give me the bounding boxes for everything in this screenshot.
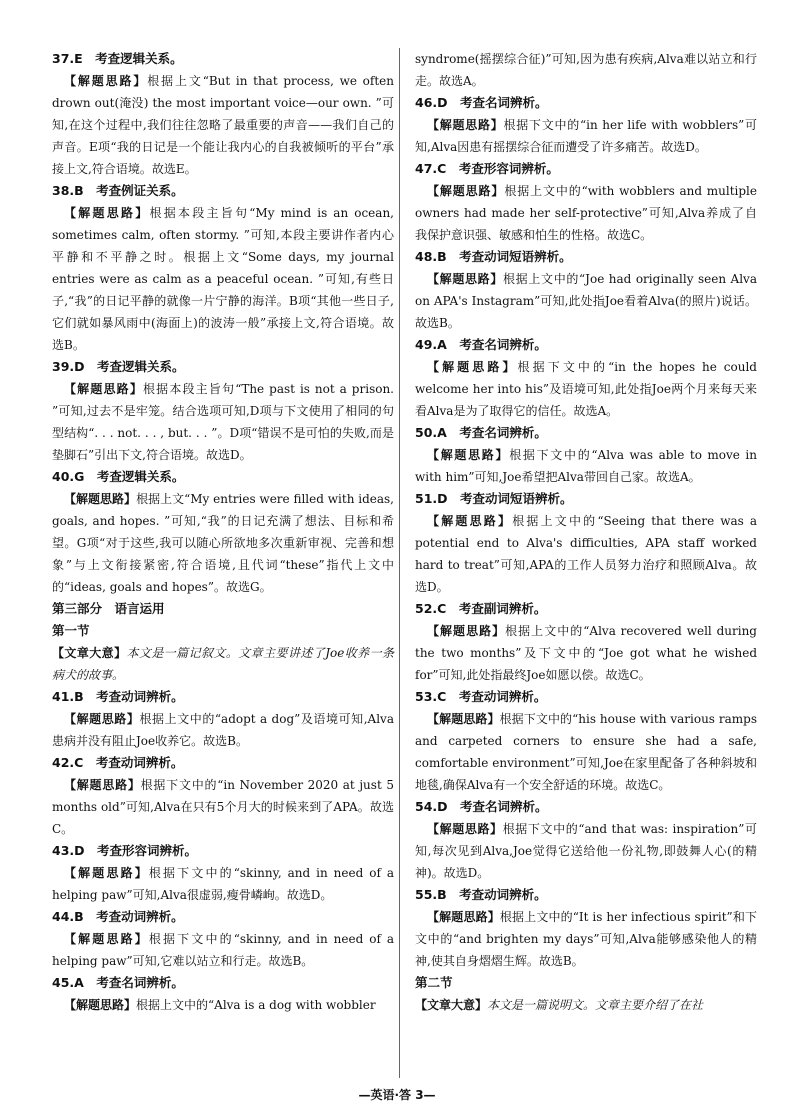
answer-54-head: 54.D 考查名词辨析。 [415, 799, 548, 814]
answer-45-explanation [52, 994, 394, 1016]
thinking-tag: 【解题思路】 [427, 910, 500, 924]
answer-45-head: 45.A 考查名词辨析。 [52, 975, 184, 990]
thinking-tag: 【解题思路】 [427, 448, 510, 462]
answer-44-text: 根据下文中的“skinny, and in need of a helping paw”可知,它难以站立和行走。故选B。 [52, 932, 394, 968]
answer-51-explanation [415, 510, 757, 598]
section-1-heading: 第一节 [52, 623, 90, 638]
answer-43-explanation [52, 862, 394, 906]
thinking-tag: 【解题思路】 [427, 118, 504, 132]
thinking-tag: 【解题思路】 [64, 712, 140, 726]
passage-summary-1 [52, 642, 394, 686]
answer-40-text: 根据上文“My entries were filled with ideas, goals, and hopes. ”可知,“我”的日记充满了想法、目标和希望。G项“对于这些,我可以随心所欲地多次重新审视、完善和想象”与上文衔接紧密,符合语境,且代词“these”指代上文中的“ideas, goals and hopes”。故选G。 [52, 492, 394, 594]
answer-41-head: 41.B 考查动词辨析。 [52, 689, 184, 704]
answer-51-head: 51.D 考查动词短语辨析。 [415, 491, 573, 506]
summary-1-text: 本文是一篇记叙文。文章主要讲述了Joe收养一条病犬的故事。 [52, 646, 394, 682]
thinking-tag: 【解题思路】 [64, 866, 149, 880]
answer-40-head: 40.G 考查逻辑关系。 [52, 469, 185, 484]
answer-43-text: 根据下文中的“skinny, and in need of a helping paw”可知,Alva很虚弱,瘦骨嶙峋。故选D。 [52, 866, 394, 902]
thinking-tag: 【解题思路】 [64, 998, 137, 1012]
thinking-tag: 【解题思路】 [427, 184, 505, 198]
answer-54-text: 根据下文中的“and that was: inspiration”可知,每次见到Alva,Joe觉得它送给他一份礼物,即鼓舞人心(的精神)。故选D。 [415, 822, 757, 880]
thinking-tag: 【解题思路】 [427, 822, 503, 836]
answer-51-text: 根据上文中的“Seeing that there was a potential end to Alva's difficulties, APA staff worked hard to treat”可知,APA的工作人员努力治疗和照顾Alva。故选D。 [415, 514, 757, 594]
answer-39-text: 根据本段主旨句“The past is not a prison. ”可知,过去不是牢笼。结合选项可知,D项与下文使用了相同的句型结构“. . . not. . . , but. . . ”。D项“错误不是可怕的失败,而是垫脚石”引出下文,符合语境。故选D。 [52, 382, 394, 462]
answer-50-text: 根据下文中的“Alva was able to move in with him”可知,Joe希望把Alva带回自己家。故选A。 [415, 448, 757, 484]
thinking-tag: 【解题思路】 [427, 514, 513, 528]
answer-39-explanation [52, 378, 394, 466]
answer-50-explanation [415, 444, 757, 488]
answer-53-head: 53.C 考查动词辨析。 [415, 689, 547, 704]
thinking-tag: 【解题思路】 [427, 624, 506, 638]
answer-49-text: 根据下文中的“in the hopes he could welcome her into his”及语境可知,此处指Joe两个月来每天来看Alva是为了取得它的信任。故选A。 [415, 360, 757, 418]
answer-42-explanation [52, 774, 394, 840]
thinking-tag: 【解题思路】 [427, 712, 500, 726]
answer-48-head: 48.B 考查动词短语辨析。 [415, 249, 572, 264]
right-column [415, 48, 757, 1016]
answer-44-head: 44.B 考查动词辨析。 [52, 909, 184, 924]
answer-52-head: 52.C 考查副词辨析。 [415, 601, 547, 616]
thinking-tag: 【解题思路】 [64, 382, 144, 396]
answer-48-explanation [415, 268, 757, 334]
answer-47-explanation [415, 180, 757, 246]
answer-55-text: 根据上文中的“It is her infectious spirit”和下文中的“and brighten my days”可知,Alva能够感染他人的精神,使其自身熠熠生辉。故选B。 [415, 910, 757, 968]
answer-39-head: 39.D 考查逻辑关系。 [52, 359, 185, 374]
passage-summary-2 [415, 994, 757, 1016]
answer-54-explanation [415, 818, 757, 884]
answer-47-text: 根据上文中的“with wobblers and multiple owners had made her self-protective”可知,Alva养成了自我保护意识强、敏感和怕生的性格。故选C。 [415, 184, 757, 242]
thinking-tag: 【解题思路】 [64, 492, 137, 506]
answer-37-head: 37.E 考查逻辑关系。 [52, 51, 183, 66]
answer-55-explanation [415, 906, 757, 972]
summary-tag: 【文章大意】 [415, 998, 488, 1012]
answer-38-head: 38.B 考查例证关系。 [52, 183, 184, 198]
answer-43-head: 43.D 考查形容词辨析。 [52, 843, 198, 858]
answer-38-explanation [52, 202, 394, 356]
page-footer: —英语·答 3— [358, 1088, 436, 1102]
summary-2-text: 本文是一篇说明文。文章主要介绍了在社 [487, 998, 704, 1012]
section-2-heading: 第二节 [415, 975, 453, 990]
answer-46-text: 根据下文中的“in her life with wobblers”可知,Alva因患有摇摆综合征而遭受了许多痛苦。故选D。 [415, 118, 757, 154]
thinking-tag: 【解题思路】 [64, 74, 148, 88]
thinking-tag: 【解题思路】 [427, 360, 518, 374]
answer-52-explanation [415, 620, 757, 686]
answer-41-explanation [52, 708, 394, 752]
answer-52-text: 根据上文中的“Alva recovered well during the two months”及下文中的“Joe got what he wished for”可知,此处指最终Joe如愿以偿。故选C。 [415, 624, 757, 682]
answer-55-head: 55.B 考查动词辨析。 [415, 887, 547, 902]
column-divider [399, 48, 400, 1078]
answer-37-text: 根据上文“But in that process, we often drown out(淹没) the most important voice—our own. ”可知,在这个过程中,我们往往忽略了最重要的声音——我们自己的声音。E项“我的日记是一个能让我内心的自我被倾听的平台”承接上文,符合语境。故选E。 [52, 74, 394, 176]
answer-42-head: 42.C 考查动词辨析。 [52, 755, 184, 770]
thinking-tag: 【解题思路】 [64, 778, 141, 792]
answer-45-text: 根据上文中的“Alva is a dog with wobbler [136, 998, 376, 1012]
thinking-tag: 【解题思路】 [64, 206, 150, 220]
thinking-tag: 【解题思路】 [427, 272, 504, 286]
answer-47-head: 47.C 考查形容词辨析。 [415, 161, 559, 176]
answer-46-head: 46.D 考查名词辨析。 [415, 95, 548, 110]
part-3-heading: 第三部分 语言运用 [52, 601, 165, 616]
answer-49-head: 49.A 考查名词辨析。 [415, 337, 547, 352]
answer-44-explanation [52, 928, 394, 972]
answer-49-explanation [415, 356, 757, 422]
answer-42-text: 根据下文中的“in November 2020 at just 5 months old”可知,Alva在只有5个月大的时候来到了APA。故选C。 [52, 778, 394, 836]
answer-37-explanation [52, 70, 394, 180]
answer-45-continuation: syndrome(摇摆综合征)”可知,因为患有疾病,Alva难以站立和行走。故选A。 [415, 52, 757, 88]
answer-53-explanation [415, 708, 757, 796]
thinking-tag: 【解题思路】 [64, 932, 149, 946]
answer-46-explanation [415, 114, 757, 158]
summary-tag: 【文章大意】 [52, 646, 127, 660]
answer-38-text: 根据本段主旨句“My mind is an ocean, sometimes calm, often stormy. ”可知,本段主要讲作者内心平静和不平静之时。根据上文“Some days, my journal entries were as calm as a peaceful ocean. ”可知,有些日子,“我”的日记平静的就像一片宁静的海洋。B项“其他一些日子,它们就如暴风雨中(海面上)的波涛一般”承接上文,符合语境。故选B。 [52, 206, 394, 352]
answer-53-text: 根据下文中的“his house with various ramps and carpeted corners to ensure she had a safe, comfortable environment”可知,Joe在家里配备了各种斜坡和地毯,确保Alva有一个安全舒适的环境。故选C。 [415, 712, 757, 792]
answer-48-text: 根据上文中的“Joe had originally seen Alva on APA's Instagram”可知,此处指Joe看着Alva(的照片)说话。故选B。 [415, 272, 757, 330]
answer-50-head: 50.A 考查名词辨析。 [415, 425, 547, 440]
answer-40-explanation [52, 488, 394, 598]
answer-41-text: 根据上文中的“adopt a dog”及语境可知,Alva患病并没有阻止Joe收养它。故选B。 [52, 712, 394, 748]
left-column [52, 48, 394, 1016]
